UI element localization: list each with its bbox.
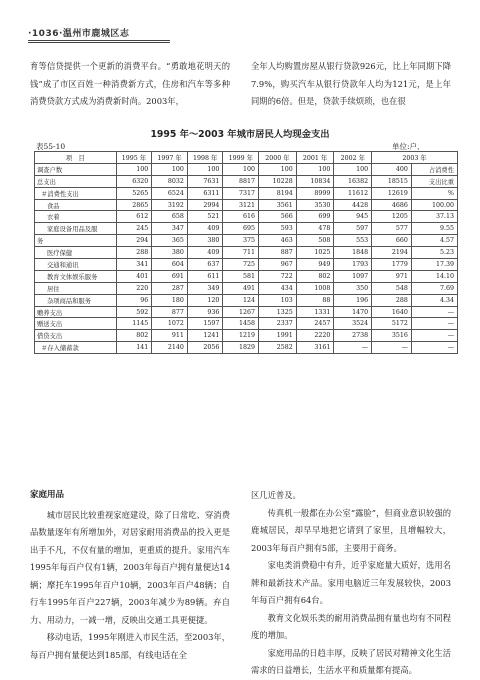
- table-cell: 1025: [296, 247, 334, 259]
- table-cell: 5.23: [411, 247, 457, 259]
- table-cell: 2220: [296, 330, 334, 342]
- table-cell: 6311: [187, 187, 223, 199]
- table-cell: 375: [223, 235, 259, 247]
- row-label: 赡养支出: [35, 306, 117, 318]
- table-row: [35, 163, 458, 175]
- table-cell: 341: [116, 259, 152, 271]
- table-cell: 1991: [259, 330, 297, 342]
- table-cell: 401: [116, 270, 152, 282]
- table-cell: 288: [116, 247, 152, 259]
- table-cell: 971: [372, 270, 412, 282]
- row-label: 借贷支出: [35, 330, 117, 342]
- table-cell: 699: [296, 211, 334, 223]
- table-cell: 5172: [372, 318, 412, 330]
- table-cell: 350: [334, 282, 372, 294]
- table-cell: 658: [152, 211, 188, 223]
- table-cell: 593: [259, 223, 297, 235]
- table-header-row: [35, 152, 458, 164]
- table-cell: 100: [334, 163, 372, 175]
- table-cell: 2738: [334, 330, 372, 342]
- table-row: [35, 294, 458, 306]
- table-cell: 14.10: [411, 270, 457, 282]
- table-cell: 1848: [334, 247, 372, 259]
- table-unit: 单位:户、: [392, 142, 425, 151]
- paragraph: 传真机一般都在办公室“露脸”，但商业意识较强的鹿城居民，却早早地把它请到了家里，且增幅较大，2003年每百户拥有5部，主要用于商务。: [251, 507, 451, 553]
- table-cell: 2056: [187, 342, 223, 354]
- table-row: [35, 199, 458, 211]
- table-cell: 2140: [152, 342, 188, 354]
- row-label: 教育文体娱乐服务: [35, 270, 117, 282]
- header-year: 1995 年: [116, 152, 152, 164]
- table-cell: %: [411, 187, 457, 199]
- paragraph: 移动电话，1995年刚进入市民生活，至2003年，每百户拥有量便达到185部，有线电话在全: [30, 632, 230, 660]
- running-header: [28, 26, 452, 42]
- row-label: ＃存入储蓄款: [35, 342, 117, 354]
- table-cell: —: [334, 342, 372, 354]
- table-cell: 占消费性: [411, 163, 457, 175]
- table-row: [35, 235, 458, 247]
- table-cell: 691: [152, 270, 188, 282]
- table-cell: 434: [259, 282, 297, 294]
- paragraph: 教育文化娱乐类的耐用消费品拥有量也均有不同程度的增加。: [251, 612, 451, 640]
- table-cell: 3192: [152, 199, 188, 211]
- table-caption: 表55-10: [36, 142, 66, 151]
- table-cell: 722: [259, 270, 297, 282]
- table-cell: 100: [152, 163, 188, 175]
- table-cell: 10834: [296, 175, 334, 187]
- table-cell: 400: [372, 163, 412, 175]
- table-row: [35, 342, 458, 354]
- table-cell: 711: [223, 247, 259, 259]
- table-cell: 11612: [334, 187, 372, 199]
- table-cell: 887: [259, 247, 297, 259]
- table-cell: 1458: [223, 318, 259, 330]
- table-cell: 802: [116, 330, 152, 342]
- header-year: 2001 年: [296, 152, 334, 164]
- table-cell: 100.00: [411, 199, 457, 211]
- table-cell: 877: [152, 306, 188, 318]
- table-cell: 911: [152, 330, 188, 342]
- table-cell: 245: [116, 223, 152, 235]
- table-cell: 1205: [372, 211, 412, 223]
- table-cell: 4686: [372, 199, 412, 211]
- table-cell: 5265: [116, 187, 152, 199]
- table-cell: 88: [296, 294, 334, 306]
- table-row: [35, 330, 458, 342]
- table-cell: 1145: [116, 318, 152, 330]
- table-body: [35, 163, 458, 353]
- top-right-column: [251, 58, 451, 111]
- row-label: 杂项商品和服务: [35, 294, 117, 306]
- table-cell: 409: [187, 247, 223, 259]
- table-cell: 581: [223, 270, 259, 282]
- row-label: 医疗保健: [35, 247, 117, 259]
- table-cell: 577: [372, 223, 412, 235]
- table-cell: 409: [187, 223, 223, 235]
- paragraph: 城市居民比较重视家庭建设，除了日常吃、穿消费品数量逐年有所增加外，对居家耐用消费品的投入更是出手不凡，不仅有量的增加，更重质的提升。家用汽车1995年每百户仅有1辆，2003年每百户拥有量便达14辆；摩托车1995年百户10辆，2003年百户48辆；自行车1995年百户227辆，2003年减少为89辆。弃自力、用动力，一减一增，反映出交通工具更便捷。: [30, 509, 230, 625]
- table-cell: 612: [116, 211, 152, 223]
- header-year: 1998 年: [187, 152, 223, 164]
- table-cell: 463: [259, 235, 297, 247]
- table-cell: 8999: [296, 187, 334, 199]
- table-cell: 10228: [259, 175, 297, 187]
- row-label: 总支出: [35, 175, 117, 187]
- table-cell: —: [411, 318, 457, 330]
- table-cell: 521: [187, 211, 223, 223]
- header-text: ·1036·温州市鹿城区志: [28, 29, 130, 39]
- table-cell: 1219: [223, 330, 259, 342]
- table-cell: 616: [223, 211, 259, 223]
- table-cell: 597: [334, 223, 372, 235]
- table-cell: 1325: [259, 306, 297, 318]
- table-cell: 16382: [334, 175, 372, 187]
- bottom-left-column: [30, 487, 230, 664]
- table-row: [35, 318, 458, 330]
- table-cell: 725: [223, 259, 259, 271]
- header-year: 1997 年: [152, 152, 188, 164]
- table-row: [35, 247, 458, 259]
- table-cell: —: [411, 306, 457, 318]
- table-cell: 196: [334, 294, 372, 306]
- table-cell: 2865: [116, 199, 152, 211]
- header-year: 2000 年: [259, 152, 297, 164]
- table-cell: 100: [187, 163, 223, 175]
- table-cell: 695: [223, 223, 259, 235]
- table-cell: 1008: [296, 282, 334, 294]
- table-cell: —: [372, 342, 412, 354]
- table-cell: 604: [152, 259, 188, 271]
- table-cell: 4.34: [411, 294, 457, 306]
- table-cell: 7631: [187, 175, 223, 187]
- table-cell: 4428: [334, 199, 372, 211]
- row-label: 居住: [35, 282, 117, 294]
- table-cell: 8032: [152, 175, 188, 187]
- table-cell: 3121: [223, 199, 259, 211]
- row-label: 调查户数: [35, 163, 117, 175]
- table-cell: 7317: [223, 187, 259, 199]
- table-cell: 3161: [296, 342, 334, 354]
- table-cell: 220: [116, 282, 152, 294]
- row-label: 衣着: [35, 211, 117, 223]
- paragraph: 区几近普及。: [251, 490, 301, 500]
- table-cell: 508: [296, 235, 334, 247]
- table-cell: 100: [296, 163, 334, 175]
- table-cell: 120: [187, 294, 223, 306]
- table-cell: 3530: [296, 199, 334, 211]
- expenditure-table: [34, 151, 458, 354]
- header-rule-double: [28, 42, 170, 43]
- table-cell: 100: [116, 163, 152, 175]
- table-cell: 2194: [372, 247, 412, 259]
- table-cell: 491: [223, 282, 259, 294]
- table-cell: 1597: [187, 318, 223, 330]
- table-cell: 347: [152, 223, 188, 235]
- top-left-column: [30, 58, 230, 111]
- table-cell: 8817: [223, 175, 259, 187]
- table-cell: 6320: [116, 175, 152, 187]
- table-cell: 553: [334, 235, 372, 247]
- table-cell: 2994: [187, 199, 223, 211]
- table-cell: 566: [259, 211, 297, 223]
- table-cell: 180: [152, 294, 188, 306]
- table-cell: 288: [372, 294, 412, 306]
- row-label: 家庭设备用品及服: [35, 223, 117, 235]
- table-cell: 936: [187, 306, 223, 318]
- row-label: 交通和通讯: [35, 259, 117, 271]
- table-cell: 1072: [152, 318, 188, 330]
- table-row: [35, 223, 458, 235]
- table-cell: 349: [187, 282, 223, 294]
- table-cell: 1470: [334, 306, 372, 318]
- table-cell: 2337: [259, 318, 297, 330]
- row-label: 食品: [35, 199, 117, 211]
- table-cell: 548: [372, 282, 412, 294]
- table-cell: 3516: [372, 330, 412, 342]
- table-row: [35, 270, 458, 282]
- table-cell: 945: [334, 211, 372, 223]
- table-cell: 17.39: [411, 259, 457, 271]
- table-cell: 365: [152, 235, 188, 247]
- table-cell: 37.13: [411, 211, 457, 223]
- table-cell: 12619: [372, 187, 412, 199]
- table-cell: 3561: [259, 199, 297, 211]
- table-cell: 100: [259, 163, 297, 175]
- table-title: 1995 年～2003 年城市居民人均现金支出: [150, 129, 330, 140]
- table-cell: 1097: [334, 270, 372, 282]
- paragraph: 家庭用品的日趋丰厚，反映了居民对精神文化生活需求的日益增长，生活水平和质量都有提高。: [251, 647, 451, 675]
- table-cell: 7.69: [411, 282, 457, 294]
- row-label: ＃消费性支出: [35, 187, 117, 199]
- table-cell: 478: [296, 223, 334, 235]
- table-cell: 611: [187, 270, 223, 282]
- table-row: [35, 211, 458, 223]
- table-cell: 967: [259, 259, 297, 271]
- table-cell: 3524: [334, 318, 372, 330]
- table-cell: 141: [116, 342, 152, 354]
- table-row: [35, 306, 458, 318]
- row-label: 赠送支出: [35, 318, 117, 330]
- table-cell: —: [411, 330, 457, 342]
- section-title: 家庭用品: [30, 490, 65, 500]
- table-row: [35, 259, 458, 271]
- table-cell: 287: [152, 282, 188, 294]
- table-cell: 2457: [296, 318, 334, 330]
- header-item: 项 目: [35, 152, 117, 164]
- table-cell: 949: [296, 259, 334, 271]
- table-cell: 4.57: [411, 235, 457, 247]
- table-cell: 380: [152, 247, 188, 259]
- table-cell: 1640: [372, 306, 412, 318]
- table-row: [35, 282, 458, 294]
- table-cell: 380: [187, 235, 223, 247]
- table-cell: 1779: [372, 259, 412, 271]
- table-cell: 100: [223, 163, 259, 175]
- top-right-paragraph: 全年人均购置房屋从银行贷款926元，比上年同期下降7.9%，购买汽车从银行贷款年人均为121元，是上年同期的6倍。但是，贷款手续烦琐，也在很: [251, 61, 451, 106]
- row-label: 务: [35, 235, 117, 247]
- table-cell: 96: [116, 294, 152, 306]
- header-year-2003: 2003 年: [372, 152, 458, 164]
- header-rule: [28, 40, 170, 41]
- table-cell: 103: [259, 294, 297, 306]
- table-cell: 2582: [259, 342, 297, 354]
- table-cell: 802: [296, 270, 334, 282]
- header-year: 1999 年: [223, 152, 259, 164]
- table-row: [35, 187, 458, 199]
- table-cell: 1267: [223, 306, 259, 318]
- table-cell: 9.55: [411, 223, 457, 235]
- table-cell: 1793: [334, 259, 372, 271]
- table-cell: 8194: [259, 187, 297, 199]
- table-cell: 660: [372, 235, 412, 247]
- top-left-paragraph: 育等信贷提供一个更新的消费平台。“勇敢地花明天的钱”成了市区百姓一种消费新方式，住房和汽车等多种消费贷款方式成为消费新时尚。2003年，: [30, 61, 230, 106]
- table-cell: 1241: [187, 330, 223, 342]
- table-cell: 124: [223, 294, 259, 306]
- table-row: [35, 175, 458, 187]
- table-cell: 592: [116, 306, 152, 318]
- table-cell: 1331: [296, 306, 334, 318]
- paragraph: 家电类消费稳中有升，近乎家庭量大质好，选用名牌和最新技术产品。家用电脑近三年发展较快，2003年每百户拥有64台。: [251, 560, 451, 605]
- table-cell: 支出比重: [411, 175, 457, 187]
- table-cell: 637: [187, 259, 223, 271]
- table-cell: —: [411, 342, 457, 354]
- table-cell: 6524: [152, 187, 188, 199]
- table-cell: 1829: [223, 342, 259, 354]
- header-year: 2002 年: [334, 152, 372, 164]
- table-cell: 18515: [372, 175, 412, 187]
- table-cell: 294: [116, 235, 152, 247]
